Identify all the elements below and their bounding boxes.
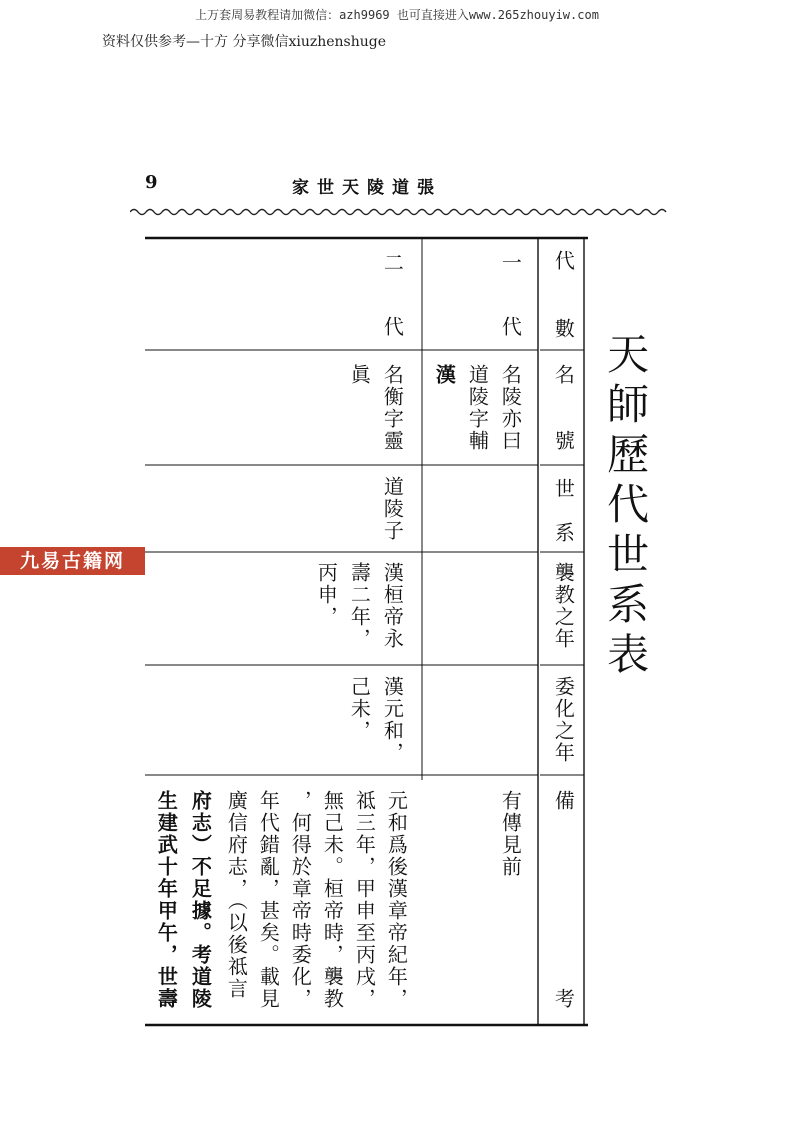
share-note: 资料仅供参考—十方 分享微信xiuzhenshuge [102, 34, 386, 50]
gen1-name-line-1: 名陵亦曰 [498, 364, 523, 452]
gen2-notes-line-4: ，何得於章帝時委化， [288, 790, 313, 1010]
gen2-notes-line-5: 年代錯亂，甚矣。載見 [256, 790, 281, 1010]
gen2-notes-line-6: 廣信府志，（以後祗言 [224, 790, 249, 1000]
gen2-notes-line-7: 府志）不足據。考道陵 [188, 790, 213, 1010]
gen2-notes-line-3: 無己未。桓帝時，襲教 [320, 790, 345, 1010]
site-watermark-badge: 九易古籍网 [0, 547, 145, 575]
page-number: 9 [145, 172, 158, 193]
gen2-death-line-2: 己未， [347, 676, 372, 742]
gen2-notes-line-1: 元和爲後漢章帝紀年， [384, 790, 409, 1010]
col-header-notes-bottom: 考 [551, 988, 576, 1010]
gen1-dai: 代 [498, 316, 523, 338]
gen2-accession-line-1: 漢桓帝永 [380, 562, 405, 650]
gen1-notes: 有傳見前 [498, 790, 523, 878]
col-header-death: 委化之年 [551, 676, 576, 764]
col-header-name-bottom: 號 [551, 430, 576, 452]
gen2-notes-line-2: 祗三年，甲申至丙戌， [352, 790, 377, 1010]
gen2-accession-line-3: 丙申， [314, 562, 339, 628]
gen1-number: 一 [498, 252, 523, 274]
gen2-name-line-1: 名衡字靈 [380, 364, 405, 452]
col-header-name-top: 名 [551, 364, 576, 386]
gen2-accession-line-2: 壽二年， [347, 562, 372, 650]
gen2-dai: 代 [380, 316, 405, 338]
col-header-lineage-bottom: 系 [551, 522, 576, 544]
gen2-number: 二 [380, 252, 405, 274]
col-header-lineage-top: 世 [551, 478, 576, 500]
gen2-notes-line-8: 生建武十年甲午，世壽 [154, 790, 179, 1010]
col-header-accession: 襲教之年 [551, 562, 576, 650]
col-header-generation-bottom: 數 [551, 318, 576, 340]
gen1-name-line-3: 漢 [432, 364, 457, 386]
wavy-divider [130, 205, 670, 219]
gen1-name-line-2: 道陵字輔 [465, 364, 490, 452]
col-header-generation-top: 代 [551, 250, 576, 272]
running-title: 家世天陵道張 [292, 178, 442, 198]
col-header-notes-top: 備 [551, 790, 576, 812]
gen2-name-line-2: 眞 [347, 364, 372, 386]
gen2-death-line-1: 漢元和， [380, 676, 405, 764]
gen2-lineage: 道陵子 [380, 476, 405, 542]
top-watermark-note: 上万套周易教程请加微信：azh9969 也可直接进入www.265zhouyiw.com [195, 8, 599, 22]
table-title: 天師歷代世系表 [601, 332, 651, 682]
